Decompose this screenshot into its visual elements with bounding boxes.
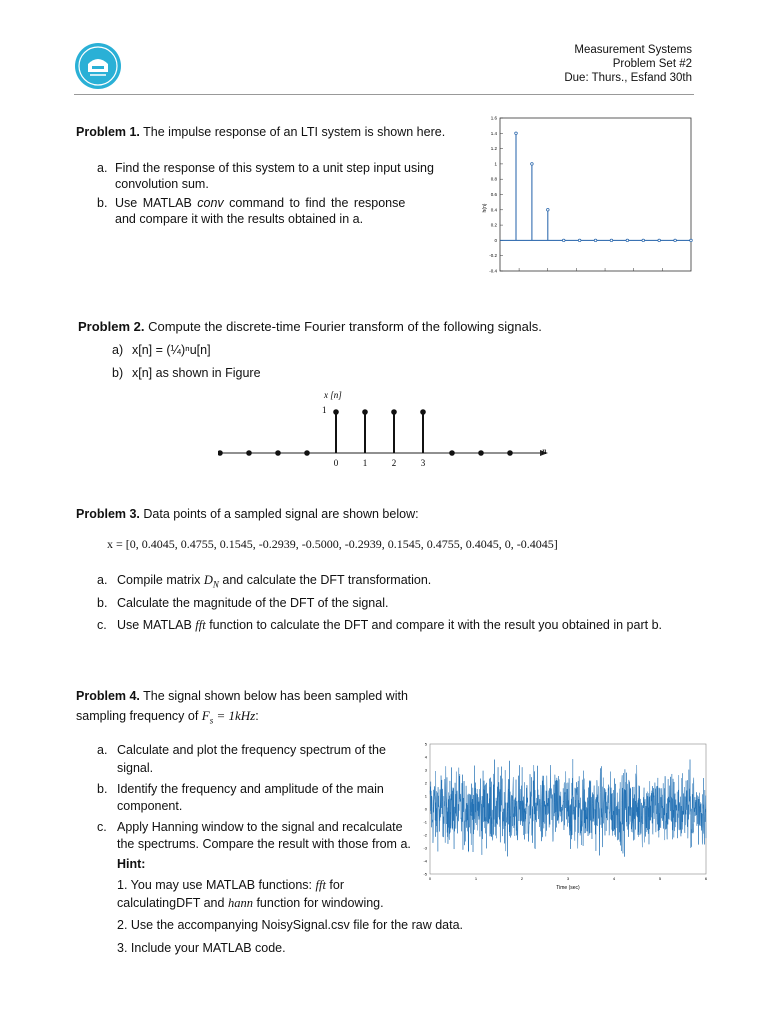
problem-4a-line2: signal. [117,761,154,775]
hint-1-line2 [117,895,384,911]
problem-4a-line1: Calculate and plot the frequency spectrum of the [117,743,386,757]
hint-heading: Hint: [117,857,146,871]
tick-label: 2 [391,458,397,468]
problem-1b-pre: Use MATLAB [115,196,192,210]
sample-dot [275,450,281,456]
y-tick-label: -4 [423,858,427,864]
tick-label: 3 [420,458,426,468]
list-marker: a) [112,343,124,357]
university-logo [74,42,122,90]
problem-4-text2-post: : [255,709,259,723]
y-tick-label: -3 [423,845,427,851]
header-problem-set: Problem Set #2 [612,58,692,70]
x-tick-label: 3 [566,876,570,881]
stem-marker [578,239,581,242]
sample-dot [304,450,310,456]
plot-frame [500,118,691,271]
problem-4-statement [76,688,408,704]
sample-dot [420,409,426,415]
problem-4b-line2: component. [117,799,183,813]
x-tick-label: 1 [474,876,478,881]
hint-1-pre: 1. You may use MATLAB functions: [117,878,313,892]
x-tick-label: 2 [520,876,524,881]
y-tick-label: 0.6 [490,192,497,197]
matlab-conv-command: conv [197,196,224,210]
stem-marker [562,239,565,242]
stem-marker [531,163,534,166]
problem-1b-line1 [115,195,405,211]
x-tick-label: 0 [428,876,432,881]
list-marker: b. [97,196,108,210]
stem-marker [594,239,597,242]
problem-4c-line1: Apply Hanning window to the signal and recalculate [117,820,403,834]
problem-4-text2-pre: sampling frequency of [76,709,199,723]
hint-1-line2-post: function for windowing. [256,896,384,910]
y-tick-label: 1 [424,793,427,799]
discrete-signal-figure [218,384,558,476]
sample-dot [362,409,368,415]
y-tick-label: 3 [424,767,427,773]
stem-marker [690,239,693,242]
problem-2-text: Compute the discrete-time Fourier transform of the following signals. [148,319,542,334]
problem-4b-line1: Identify the frequency and amplitude of the main [117,782,384,796]
sample-dot [478,450,484,456]
x-tick-label: 6 [704,876,708,881]
y-tick-label: 0.4 [490,207,497,213]
y-tick-label: 1.4 [490,130,497,136]
stem-marker [515,132,518,135]
sample-dot [449,450,455,456]
tick-label: 0 [333,458,339,468]
problem-1a-line1: Find the response of this system to a unit step input using [115,161,434,175]
problem-1-title: Problem 1. [76,125,140,139]
problem-3a-post: and calculate the DFT transformation. [222,573,432,587]
sampling-freq-subscript: s [209,715,214,726]
problem-2-title: Problem 2. [78,319,145,334]
list-marker: b) [112,366,124,380]
hint-1-post: for [329,878,344,892]
problem-3-statement [76,506,419,522]
y-tick-label: 0.8 [490,176,497,182]
problem-1-statement [76,124,445,140]
stem-marker [547,209,550,212]
problem-2a-text: x[n] = (¼)ⁿu[n] [132,343,211,357]
list-marker: a. [97,573,108,587]
list-marker: a. [97,743,108,757]
problem-1-text: The impulse response of an LTI system is shown here. [143,125,446,139]
hint-2: 2. Use the accompanying NoisySignal.csv file for the raw data. [117,918,464,932]
list-marker: c. [97,820,107,834]
y-tick-label: 1.2 [490,146,497,152]
hint-3: 3. Include your MATLAB code. [117,941,286,955]
matlab-fft-function: fft [195,618,206,632]
chart-ylabel: h(n) [482,203,488,213]
y-tick-label: -2 [423,832,427,838]
matlab-fft-function: fft [315,878,326,892]
sample-dot [246,450,252,456]
problem-4-title: Problem 4. [76,689,140,703]
figure-xlabel: n [542,446,547,456]
y-tick-label: 0.2 [490,222,497,228]
problem-1b-line2: and compare it with the results obtained in a. [115,212,364,226]
sample-dot [333,409,339,415]
header-course: Measurement Systems [574,44,692,56]
problem-3-text: Data points of a sampled signal are shown below: [143,507,419,521]
stem-marker [610,239,613,242]
university-seal-icon [74,42,122,90]
list-marker: c. [97,618,107,632]
x-tick-label: 4 [612,876,616,881]
hint-1-line2-pre: calculatingDFT and [117,896,225,910]
matrix-subscript: N [212,579,219,590]
sample-dot [507,450,513,456]
problem-4-text1: The signal shown below has been sampled with [143,689,408,703]
y-tick-label: -0.2 [489,253,497,259]
problem-3c-post: function to calculate the DFT and compare it with the result you obtained in part b. [209,618,662,632]
chart-xlabel: Time (sec) [556,885,580,891]
noisy-signal-chart [420,740,714,892]
stem-marker [642,239,645,242]
sample-dot [391,409,397,415]
problem-1b-post: command to find the response [229,196,406,210]
problem-2b-text: x[n] as shown in Figure [132,366,261,380]
matlab-hann-function: hann [227,896,253,910]
list-marker: b. [97,782,108,796]
list-marker: b. [97,596,108,610]
problem-3c [117,617,662,633]
sample-dot [218,450,223,456]
matrix-symbol: D [203,573,213,587]
sampling-freq-value: = 1kHz [213,708,256,723]
stem-marker [626,239,629,242]
stem-marker [658,239,661,242]
list-marker: a. [97,161,108,175]
problem-3c-pre: Use MATLAB [117,618,192,632]
x-tick-label: 5 [658,876,662,881]
y-tick-label: 1 [494,161,497,167]
hint-1-line1 [117,877,344,893]
y-tick-label: 4 [424,754,427,760]
y-tick-label: 0 [424,806,427,812]
sampling-freq-symbol: F [201,708,210,723]
problem-1a-line2: convolution sum. [115,177,209,191]
sampled-vector: x = [0, 0.4045, 0.4755, 0.1545, -0.2939, -0.5000, -0.2939, 0.1545, 0.4755, 0.4045, 0, -0.4045] [107,537,558,551]
tick-label: 1 [362,458,368,468]
header-rule [74,94,694,95]
y-tick-label: -1 [423,819,427,825]
y-tick-label: 2 [424,780,427,786]
problem-3a-pre: Compile matrix [117,573,201,587]
header-due-date: Due: Thurs., Esfand 30th [564,72,692,84]
problem-3b: Calculate the magnitude of the DFT of the signal. [117,596,389,610]
y-tick-label: 0 [494,237,497,243]
figure-ylabel: x [n] [324,390,342,400]
y-tick-label: -5 [423,871,427,877]
y-tick-label: 1.6 [490,115,497,121]
y-tick-label: 5 [424,741,427,747]
figure-one-label: 1 [322,405,327,415]
y-tick-label: -0.4 [489,268,497,274]
problem-4c-line2: the spectrums. Compare the result with those from a. [117,837,411,851]
impulse-response-chart [476,112,696,274]
stem-marker [674,239,677,242]
problem-3-title: Problem 3. [76,507,140,521]
problem-2-statement [78,319,542,335]
problem-3a [117,572,431,593]
problem-4-text2 [76,708,259,729]
